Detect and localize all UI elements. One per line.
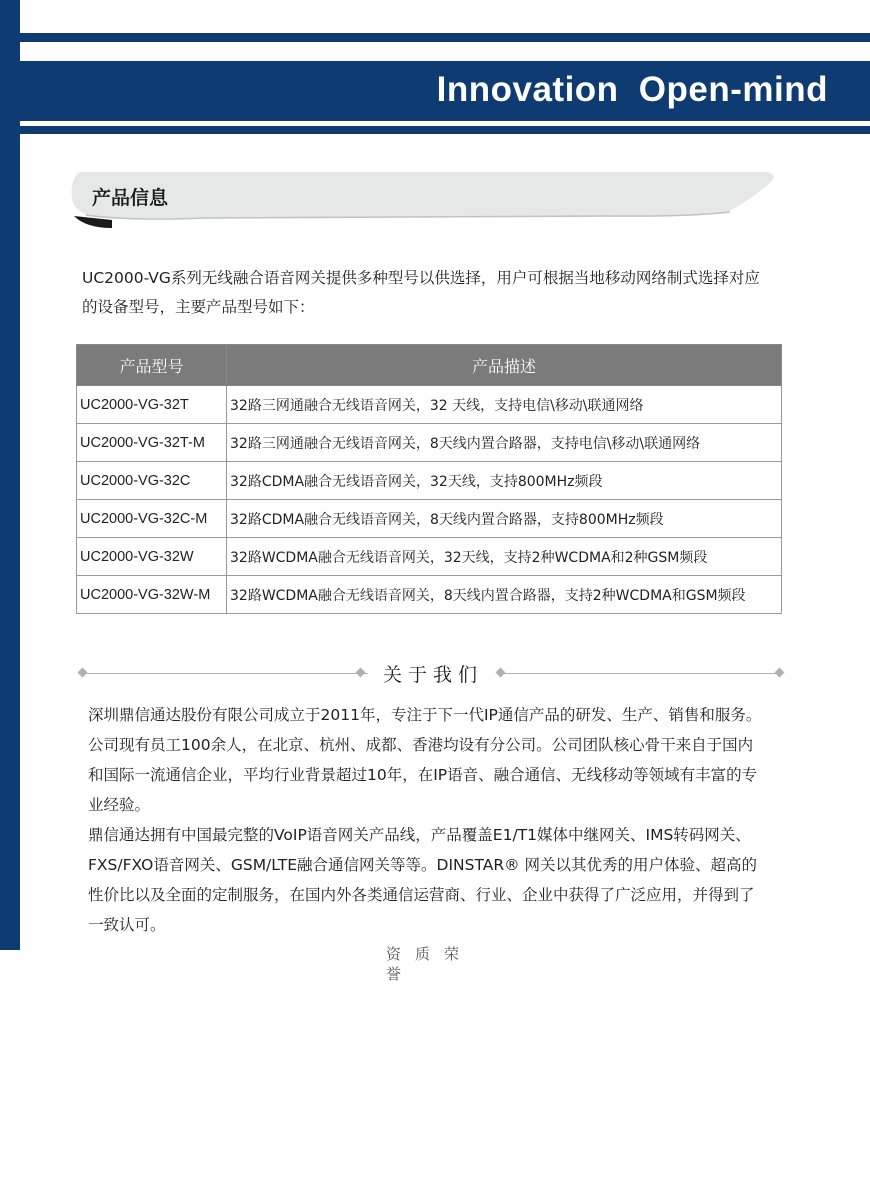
about-body [88,700,768,940]
intro-paragraph: UC2000-VG系列无线融合语音网关提供多种型号以供选择，用户可根据当地移动网络制式选择对应的设备型号，主要产品型号如下： [82,269,760,316]
model-cell: UC2000-VG-32C [77,462,227,500]
table-header-description: 产品描述 [227,345,782,386]
description-cell: 32路CDMA融合无线语音网关，32天线，支持800MHz频段 [227,462,782,500]
description-cell: 32路三网通融合无线语音网关，8天线内置合路器，支持电信\移动\联通网络 [227,424,782,462]
header-stripe-bottom [20,126,870,134]
model-cell: UC2000-VG-32T [77,386,227,424]
divider-diamond-inner-left [356,668,366,678]
table-row [77,424,782,462]
product-model-table [76,344,782,614]
divider-line-left [86,673,368,674]
table-row [77,386,782,424]
divider-line-right [504,673,778,674]
description-cell: 32路CDMA融合无线语音网关，8天线内置合路器，支持800MHz频段 [227,500,782,538]
model-cell: UC2000-VG-32T-M [77,424,227,462]
about-paragraph: 鼎信通达拥有中国最完整的VoIP语音网关产品线，产品覆盖E1/T1媒体中继网关、IMS转码网关、FXS/FXO语音网关、GSM/LTE融合通信网关等等。DINSTAR® 网关以其优秀的用户体验、超高的性价比以及全面的定制服务，在国内外各类通信运营商、行业、企业中获得了广泛应用，并得到了一致认可。 [88,826,758,934]
table-row [77,576,782,614]
description-cell: 32路WCDMA融合无线语音网关，8天线内置合路器，支持2种WCDMA和GSM频段 [227,576,782,614]
model-cell: UC2000-VG-32C-M [77,500,227,538]
header-slogan: Innovation Open-mind [436,70,828,109]
description-cell: 32路WCDMA融合无线语音网关，32天线，支持2种WCDMA和2种GSM频段 [227,538,782,576]
model-cell: UC2000-VG-32W [77,538,227,576]
table-row [77,500,782,538]
description-cell: 32路三网通融合无线语音网关，32 天线，支持电信\移动\联通网络 [227,386,782,424]
cropped-next-heading: 资质荣誉 [386,945,474,983]
table-row [77,538,782,576]
table-header-row [77,345,782,386]
about-heading: 关于我们 [383,664,484,686]
left-side-bar [0,0,20,950]
about-paragraph: 深圳鼎信通达股份有限公司成立于2011年，专注于下一代IP通信产品的研发、生产、销售和服务。公司现有员工100余人，在北京、杭州、成都、香港均设有分公司。公司团队核心骨干来自于国内和国际一流通信企业，平均行业背景超过10年，在IP语音、融合通信、无线移动等领域有丰富的专业经验。 [88,706,762,814]
header-stripe-top [20,33,870,42]
table-row [77,462,782,500]
table-header-model: 产品型号 [77,345,227,386]
section-title: 产品信息 [92,187,169,209]
divider-diamond-right [775,668,785,678]
section-tab-shape [66,170,778,230]
model-cell: UC2000-VG-32W-M [77,576,227,614]
